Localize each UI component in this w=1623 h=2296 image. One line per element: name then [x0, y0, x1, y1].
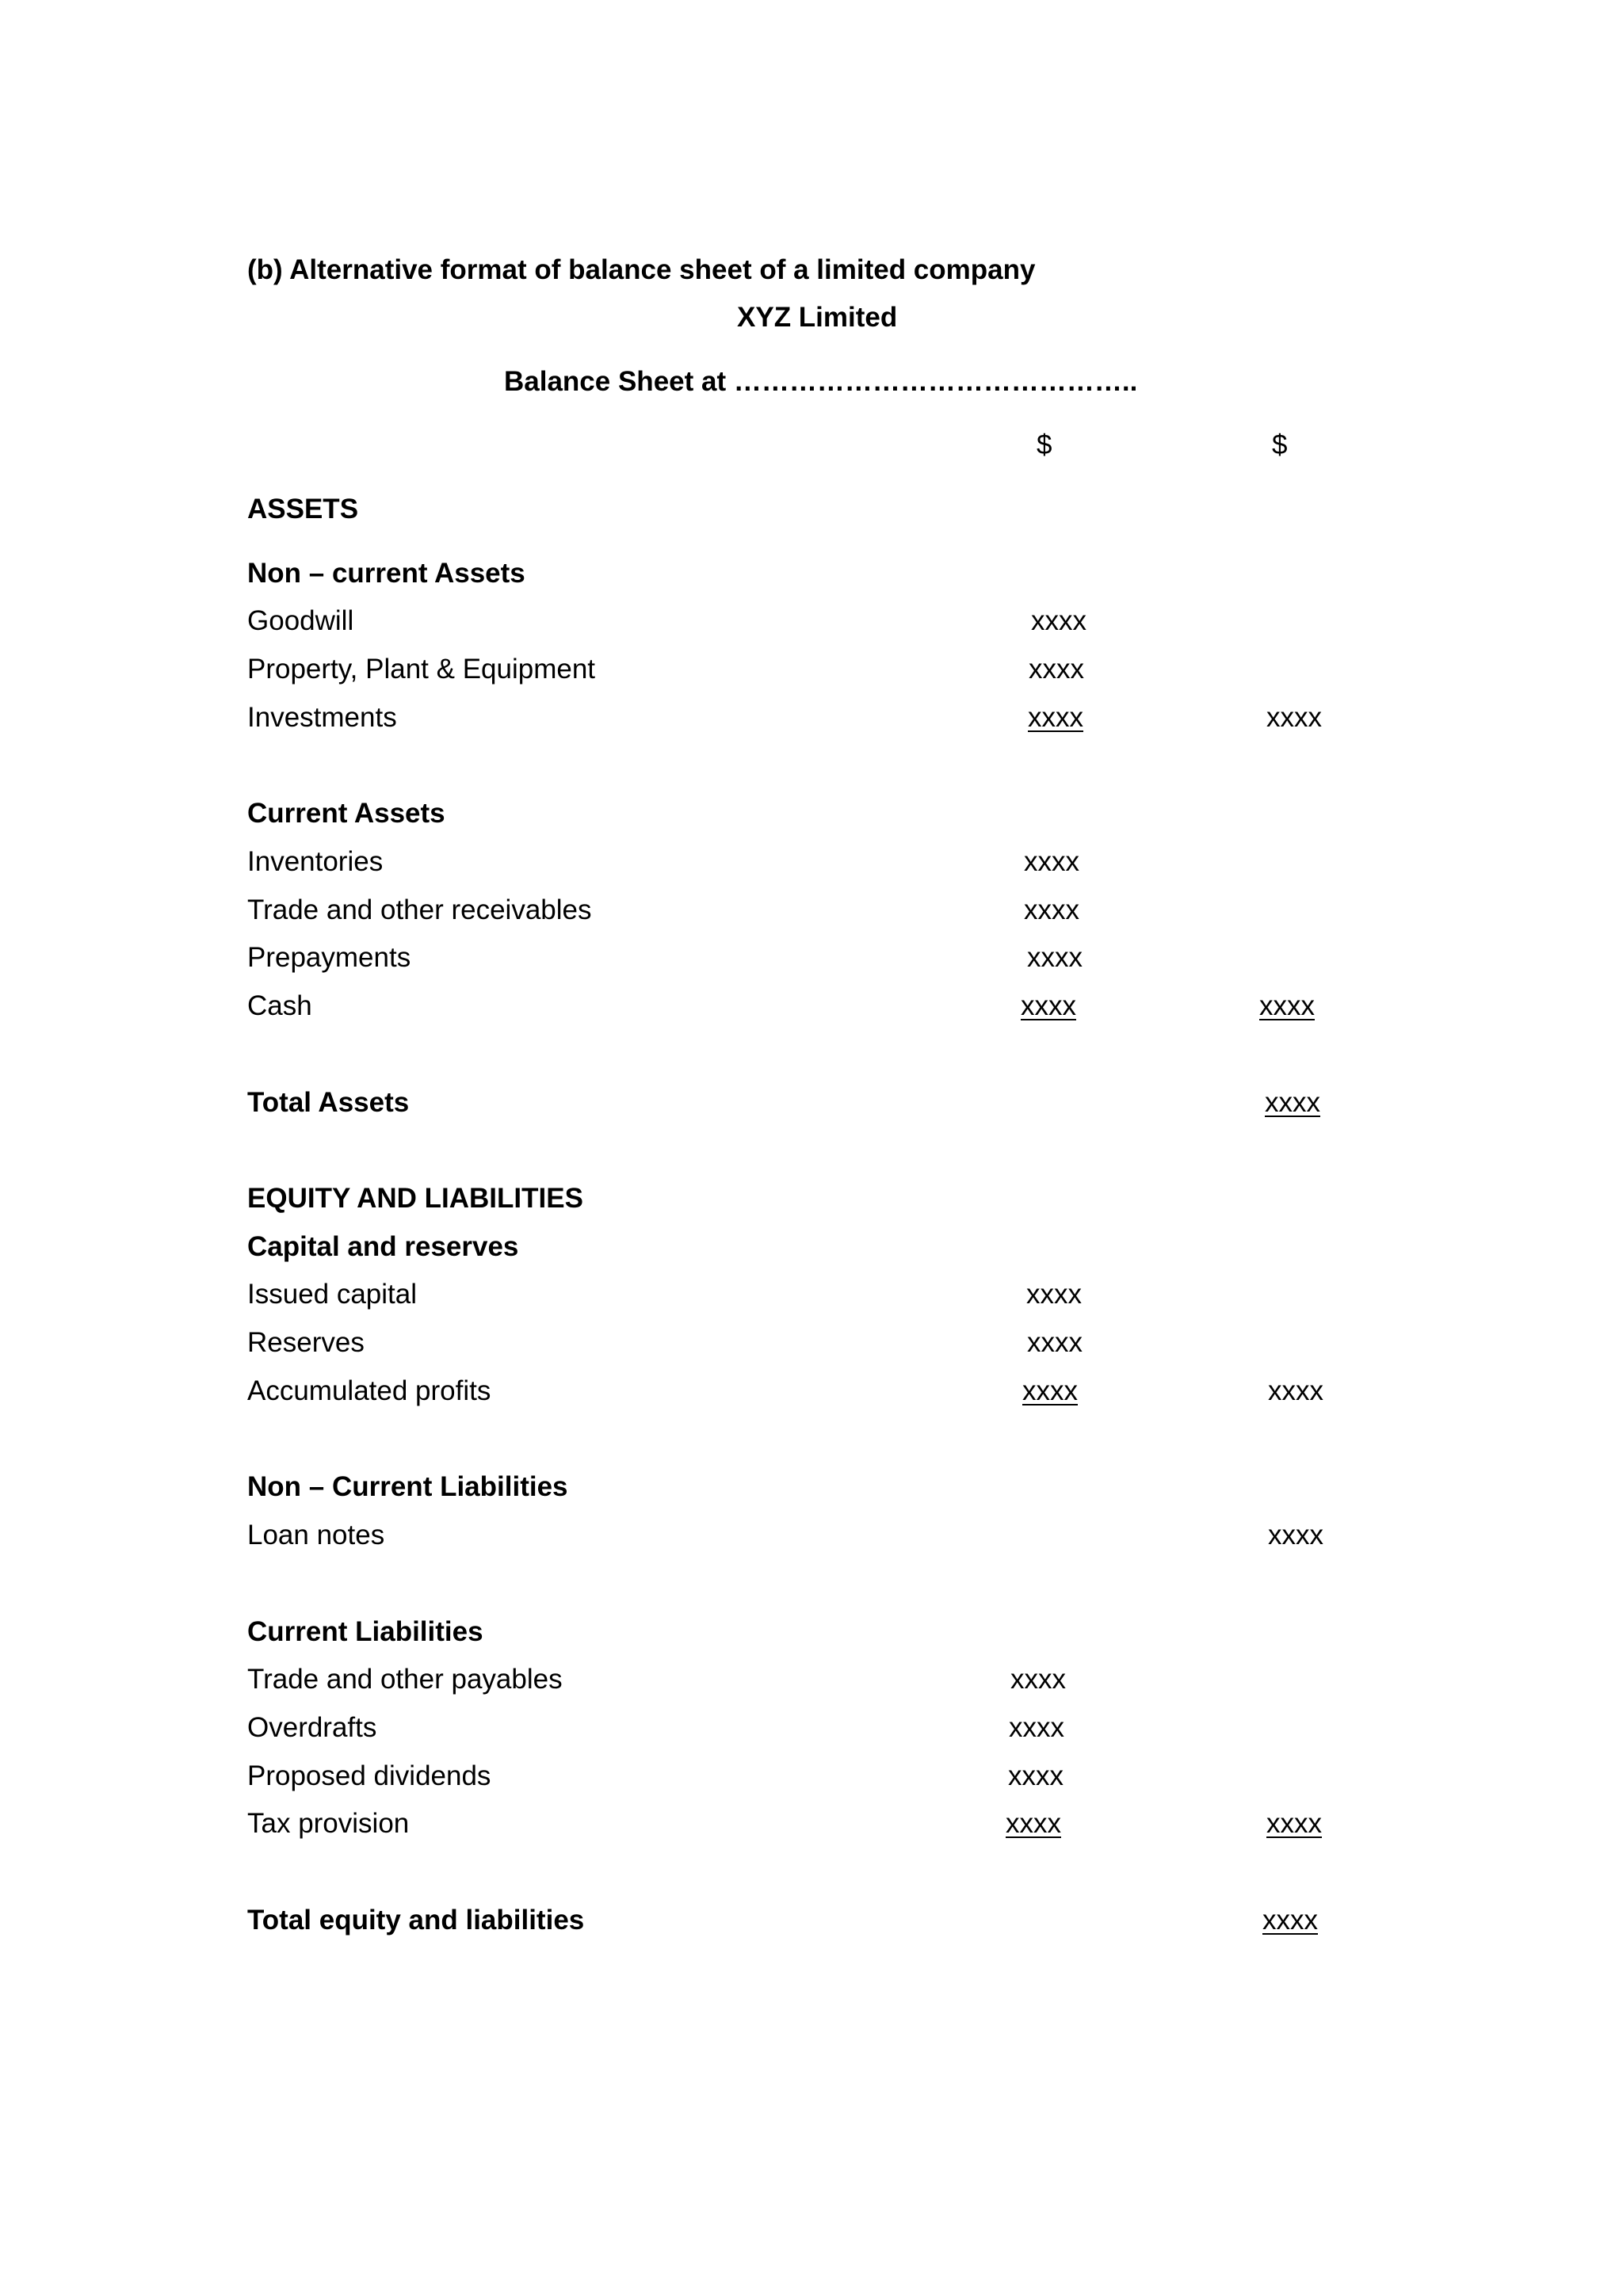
format-title: (b) Alternative format of balance sheet of a limited company — [247, 254, 1036, 285]
row-value-col1: xxxx — [1008, 1760, 1064, 1791]
row-value-col1: xxxx — [1024, 846, 1079, 877]
row-value-col2: xxxx — [1266, 1808, 1322, 1839]
row-label: Investments — [247, 702, 397, 733]
row-label: Inventories — [247, 846, 384, 877]
row-value-col2: xxxx — [1266, 702, 1322, 733]
row-value-col1: xxxx — [1022, 1375, 1078, 1406]
row-label: Reserves — [247, 1327, 365, 1358]
row-value-col1: xxxx — [1027, 942, 1083, 973]
row-value-col1: xxxx — [1010, 1664, 1066, 1695]
row-value-col1: xxxx — [1027, 1327, 1083, 1358]
row-value-col1: xxxx — [1031, 605, 1086, 636]
row-label: Proposed dividends — [247, 1760, 491, 1791]
row-value-col1: xxxx — [1026, 1279, 1082, 1310]
row-label: Loan notes — [247, 1520, 385, 1550]
row-value-col2: xxxx — [1268, 1520, 1323, 1550]
currency-header-col2: $ — [1272, 429, 1288, 460]
total-assets-label: Total Assets — [247, 1087, 410, 1118]
row-value-col1: xxxx — [1006, 1808, 1061, 1839]
row-value-col1: xxxx — [1009, 1712, 1064, 1743]
row-label: Property, Plant & Equipment — [247, 654, 596, 685]
capital-reserves-heading: Capital and reserves — [247, 1231, 519, 1262]
equity-liabilities-heading: EQUITY AND LIABILITIES — [247, 1183, 583, 1214]
current-liabilities-heading: Current Liabilities — [247, 1616, 483, 1647]
row-label: Trade and other receivables — [247, 894, 592, 925]
non-current-liabilities-heading: Non – Current Liabilities — [247, 1471, 568, 1502]
row-value-col1: xxxx — [1024, 894, 1079, 925]
row-label: Goodwill — [247, 605, 354, 636]
row-value-col1: xxxx — [1021, 990, 1076, 1021]
company-name: XYZ Limited — [737, 302, 898, 333]
assets-heading: ASSETS — [247, 494, 359, 524]
row-value-col2: xxxx — [1259, 990, 1315, 1021]
row-label: Accumulated profits — [247, 1375, 491, 1406]
row-value-col1: xxxx — [1029, 654, 1084, 685]
row-label: Trade and other payables — [247, 1664, 563, 1695]
row-value-col1: xxxx — [1028, 702, 1083, 733]
total-equity-liabilities-value: xxxx — [1262, 1905, 1318, 1936]
row-label: Cash — [247, 990, 312, 1021]
row-label: Issued capital — [247, 1279, 418, 1310]
total-equity-liabilities-label: Total equity and liabilities — [247, 1905, 585, 1936]
current-assets-heading: Current Assets — [247, 798, 445, 829]
total-assets-value: xxxx — [1265, 1087, 1320, 1118]
balance-sheet-title: Balance Sheet at …………………………………….. — [504, 366, 1138, 397]
currency-header-col1: $ — [1037, 429, 1052, 460]
row-value-col2: xxxx — [1268, 1375, 1323, 1406]
row-label: Tax provision — [247, 1808, 410, 1839]
row-label: Prepayments — [247, 942, 411, 973]
row-label: Overdrafts — [247, 1712, 377, 1743]
non-current-assets-heading: Non – current Assets — [247, 558, 525, 589]
